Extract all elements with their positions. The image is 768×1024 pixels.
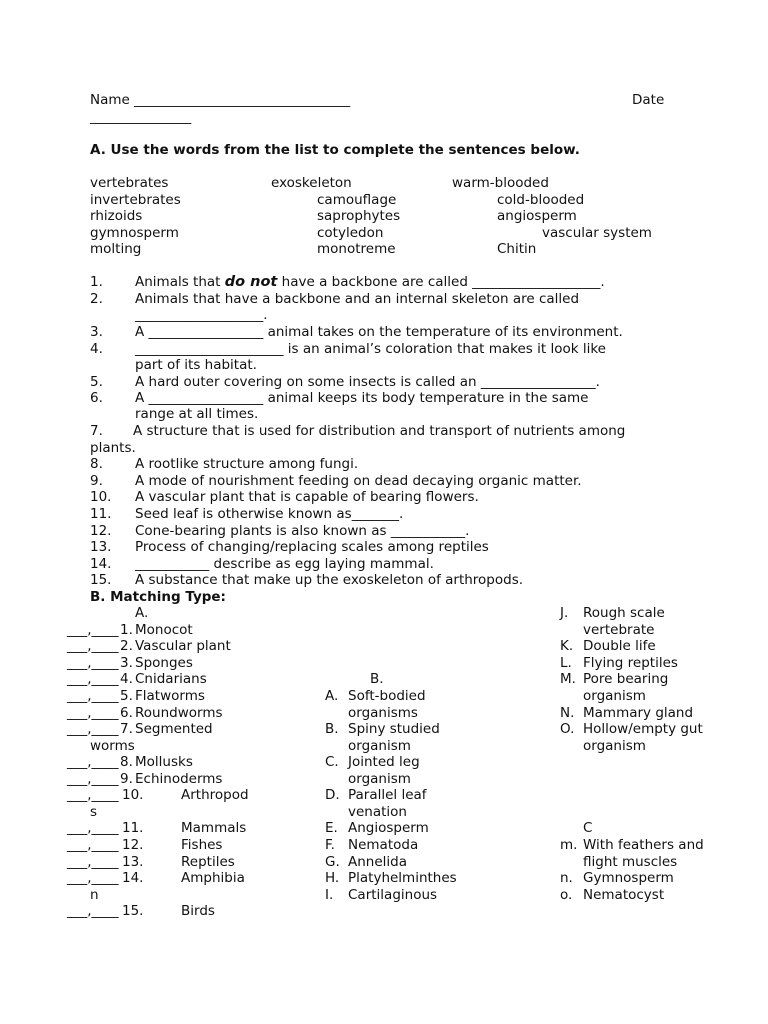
word-bank-item: vascular system — [542, 225, 652, 241]
option-text-wrap: venation — [348, 804, 407, 820]
item-number: 7. — [120, 721, 133, 737]
question-4-cont: part of its habitat. — [135, 357, 257, 373]
option-letter: D. — [325, 787, 340, 803]
option-text: Annelida — [348, 854, 407, 870]
option-text: Nematoda — [348, 837, 419, 853]
option-text: Nematocyst — [583, 887, 665, 903]
option-text: Flying reptiles — [583, 655, 678, 671]
option-text: Soft-bodied — [348, 688, 426, 704]
option-text-wrap: organism — [583, 688, 646, 704]
item-number: 8. — [120, 754, 133, 770]
word-bank-item: invertebrates — [90, 192, 181, 208]
question-number: 3. — [90, 324, 103, 340]
item-text: Segmented — [135, 721, 213, 737]
item-text: Monocot — [135, 622, 193, 638]
answer-blank[interactable]: ___,____ — [67, 820, 119, 836]
option-text: Pore bearing — [583, 671, 669, 687]
column-b-header: B. — [370, 671, 384, 687]
question-number: 2. — [90, 291, 103, 307]
section-a-title: A. Use the words from the list to complete the sentences below. — [90, 142, 580, 158]
answer-blank[interactable]: ___,____ — [67, 688, 119, 704]
item-number: 9. — [120, 771, 133, 787]
question-6[interactable]: A _________________ animal keeps its body temperature in the same — [135, 390, 589, 406]
option-letter: o. — [560, 887, 573, 903]
section-b-title: B. Matching Type: — [90, 589, 226, 605]
question-number: 11. — [90, 506, 112, 522]
item-number: 2. — [120, 638, 133, 654]
item-text: Fishes — [181, 837, 223, 853]
question-number: 8. — [90, 456, 103, 472]
option-text: Hollow/empty gut — [583, 721, 703, 737]
question-text: Animals that — [135, 274, 225, 290]
question-number: 9. — [90, 473, 103, 489]
question-number: 10. — [90, 489, 112, 505]
option-letter: G. — [325, 854, 340, 870]
word-bank-item: monotreme — [317, 241, 396, 257]
option-text: Cartilaginous — [348, 887, 438, 903]
question-number: 7. — [90, 423, 103, 439]
option-text: Jointed leg — [348, 754, 420, 770]
question-emphasis: do not — [224, 274, 278, 290]
question-15[interactable]: A substance that make up the exoskeleton of arthropods. — [135, 572, 524, 588]
option-letter: I. — [325, 887, 334, 903]
option-text-wrap: organism — [583, 738, 646, 754]
question-11[interactable]: Seed leaf is otherwise known as_______. — [135, 506, 404, 522]
question-2-blank[interactable]: ___________________. — [135, 307, 268, 323]
word-bank-item: warm-blooded — [452, 175, 549, 191]
word-bank-item: cotyledon — [317, 225, 384, 241]
answer-blank[interactable]: ___,____ — [67, 671, 119, 687]
question-3[interactable]: A _________________ animal takes on the temperature of its environment. — [135, 324, 623, 340]
question-14[interactable]: ___________ describe as egg laying mammal. — [135, 556, 434, 572]
option-text-wrap: flight muscles — [583, 854, 678, 870]
question-number: 6. — [90, 390, 103, 406]
item-text: Amphibia — [181, 870, 245, 886]
date-label: Date — [632, 92, 665, 108]
item-number: 1. — [120, 622, 133, 638]
option-letter: M. — [560, 671, 576, 687]
option-text: With feathers and — [583, 837, 704, 853]
option-text: Angiosperm — [348, 820, 429, 836]
option-letter: m. — [560, 837, 578, 853]
option-letter: O. — [560, 721, 575, 737]
option-text: Double life — [583, 638, 656, 654]
option-letter: L. — [560, 655, 572, 671]
option-letter: B. — [325, 721, 339, 737]
answer-blank[interactable]: ___,____ — [67, 854, 119, 870]
option-text: Gymnosperm — [583, 870, 674, 886]
date-field[interactable]: _______________ — [90, 109, 192, 125]
item-number: 6. — [120, 705, 133, 721]
item-text: Mammals — [181, 820, 247, 836]
option-letter: A. — [325, 688, 339, 704]
question-number: 12. — [90, 523, 112, 539]
answer-blank[interactable]: ___,____ — [67, 787, 119, 803]
question-1[interactable] — [135, 274, 605, 291]
question-13[interactable]: Process of changing/replacing scales among reptiles — [135, 539, 489, 555]
item-number: 14. — [122, 870, 144, 886]
option-text-wrap: organism — [348, 771, 411, 787]
question-8[interactable]: A rootlike structure among fungi. — [135, 456, 359, 472]
question-number: 15. — [90, 572, 112, 588]
answer-blank[interactable]: ___,____ — [67, 622, 119, 638]
item-text-wrap: worms — [90, 738, 135, 754]
question-number: 5. — [90, 374, 103, 390]
word-bank-item: camouflage — [317, 192, 397, 208]
item-number: 13. — [122, 854, 144, 870]
option-letter: C. — [325, 754, 339, 770]
question-5[interactable]: A hard outer covering on some insects is called an _________________. — [135, 374, 600, 390]
question-7[interactable]: A structure that is used for distribution and transport of nutrients among — [133, 423, 626, 439]
item-text-wrap: n — [90, 887, 99, 903]
option-text-wrap: organisms — [348, 705, 418, 721]
option-text: Rough scale — [583, 605, 665, 621]
option-text: Mammary gland — [583, 705, 694, 721]
question-4[interactable]: ______________________ is an animal’s coloration that makes it look like — [135, 341, 606, 357]
name-field[interactable]: Name ________________________________ — [90, 92, 351, 108]
item-number: 3. — [120, 655, 133, 671]
item-text: Echinoderms — [135, 771, 223, 787]
item-number: 15. — [122, 903, 144, 919]
item-text: Arthropod — [181, 787, 249, 803]
option-letter: J. — [560, 605, 569, 621]
item-text: Birds — [181, 903, 215, 919]
item-text: Mollusks — [135, 754, 193, 770]
answer-blank[interactable]: ___,____ — [67, 655, 119, 671]
answer-blank[interactable]: ___,____ — [67, 705, 119, 721]
item-text: Reptiles — [181, 854, 235, 870]
option-text: Spiny studied — [348, 721, 440, 737]
word-bank-item: vertebrates — [90, 175, 169, 191]
option-text-wrap: organism — [348, 738, 411, 754]
item-text: Vascular plant — [135, 638, 231, 654]
option-letter: N. — [560, 705, 575, 721]
word-bank-item: molting — [90, 241, 142, 257]
answer-blank[interactable]: ___,____ — [67, 870, 119, 886]
word-bank-item: gymnosperm — [90, 225, 179, 241]
answer-blank[interactable]: ___,____ — [67, 638, 119, 654]
item-number: 5. — [120, 688, 133, 704]
item-text: Sponges — [135, 655, 193, 671]
answer-blank[interactable]: ___,____ — [67, 837, 119, 853]
word-bank-item: exoskeleton — [271, 175, 352, 191]
option-letter: K. — [560, 638, 574, 654]
item-number: 4. — [120, 671, 133, 687]
question-2[interactable]: Animals that have a backbone and an internal skeleton are called — [135, 291, 580, 307]
word-bank-item: angiosperm — [497, 208, 577, 224]
option-letter: H. — [325, 870, 340, 886]
answer-blank[interactable]: ___,____ — [67, 754, 119, 770]
column-c-header: C — [583, 820, 593, 836]
option-text: Parallel leaf — [348, 787, 427, 803]
word-bank-item: cold-blooded — [497, 192, 585, 208]
question-10[interactable]: A vascular plant that is capable of bearing flowers. — [135, 489, 479, 505]
option-text-wrap: vertebrate — [583, 622, 655, 638]
question-number: 14. — [90, 556, 112, 572]
word-bank-item: saprophytes — [317, 208, 401, 224]
question-text: have a backbone are called ___________________. — [277, 274, 605, 290]
item-number: 10. — [122, 787, 144, 803]
item-number: 11. — [122, 820, 144, 836]
item-text: Roundworms — [135, 705, 223, 721]
question-number: 4. — [90, 341, 103, 357]
option-letter: E. — [325, 820, 338, 836]
item-text-wrap: s — [90, 804, 98, 820]
answer-blank[interactable]: ___,____ — [67, 903, 119, 919]
answer-blank[interactable]: ___,____ — [67, 771, 119, 787]
item-number: 12. — [122, 837, 144, 853]
word-bank-item: Chitin — [497, 241, 537, 257]
item-text: Flatworms — [135, 688, 205, 704]
question-6-cont: range at all times. — [135, 406, 259, 422]
answer-blank[interactable]: ___,____ — [67, 721, 119, 737]
question-number: 1. — [90, 274, 103, 290]
question-12[interactable]: Cone-bearing plants is also known as ___________. — [135, 523, 470, 539]
question-9[interactable]: A mode of nourishment feeding on dead decaying organic matter. — [135, 473, 582, 489]
item-text: Cnidarians — [135, 671, 207, 687]
column-a-header: A. — [135, 605, 149, 621]
option-letter: F. — [325, 837, 335, 853]
question-7-cont: plants. — [90, 440, 136, 456]
option-letter: n. — [560, 870, 573, 886]
word-bank-item: rhizoids — [90, 208, 143, 224]
option-text: Platyhelminthes — [348, 870, 457, 886]
question-number: 13. — [90, 539, 112, 555]
